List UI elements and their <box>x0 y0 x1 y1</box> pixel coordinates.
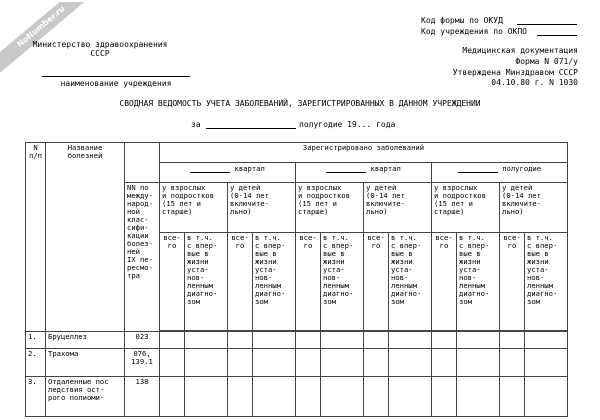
page-title: СВОДНАЯ ВЕДОМОСТЬ УЧЕТА ЗАБОЛЕВАНИЙ, ЗАРЕГИСТРИРОВАННЫХ В ДАННОМ УЧРЕЖДЕНИИ <box>119 99 481 108</box>
row-disease: Бруцеллез <box>46 332 125 349</box>
institution-name-line <box>42 76 190 77</box>
table-row <box>26 349 568 377</box>
row-number: 3. <box>26 377 46 417</box>
children-header: у детей (0-14 лет включите- льно) <box>228 183 296 233</box>
table-row <box>26 377 568 417</box>
row-code: 076, 139.1 <box>125 349 160 377</box>
row-code: 138 <box>125 377 160 417</box>
children-header: у детей (0-14 лет включите- льно) <box>500 183 568 233</box>
first-time-header: в т.ч. с впер- вые в жизни уста- нов- ленным диагно- зом <box>389 233 432 331</box>
watermark <box>0 2 88 72</box>
period-field[interactable] <box>206 128 296 129</box>
okud-field[interactable] <box>517 24 577 25</box>
total-header: все- го <box>296 233 321 331</box>
watermark-text: NoNumber.ru <box>15 3 67 50</box>
col-header-disease: Название болезней <box>46 143 125 332</box>
table-row <box>26 332 568 349</box>
registered-header: Зарегистрировано заболеваний <box>160 143 568 163</box>
quarter-2-header: квартал <box>296 163 432 183</box>
first-time-header: в т.ч. с впер- вые в жизни уста- нов- ленным диагно- зом <box>321 233 364 331</box>
total-header: все- го <box>500 233 525 331</box>
col-header-number: N п/п <box>26 143 46 332</box>
okpo-field[interactable] <box>537 35 577 36</box>
row-disease: Трахома <box>46 349 125 377</box>
approved-by: Утверждена Минздравом СССР <box>452 68 578 77</box>
disease-table <box>25 142 568 417</box>
approved-date: 04.10.80 г. N 1030 <box>491 78 578 87</box>
adults-header: у взрослых и подростков (15 лет и старше) <box>160 183 228 233</box>
half-year-field[interactable] <box>458 164 498 173</box>
row-number: 2. <box>26 349 46 377</box>
quarter-2-field[interactable] <box>326 164 366 173</box>
row-disease: Отдаленные пос ледствия ост- рого полиоми- <box>46 377 125 417</box>
ministry-line2: СССР <box>90 49 110 58</box>
adults-header: у взрослых и подростков (15 лет и старше) <box>432 183 500 233</box>
total-header: все- го <box>364 233 389 331</box>
first-time-header: в т.ч. с впер- вые в жизни уста- нов- ленным диагно- зом <box>185 233 228 331</box>
okpo-label: Код учреждения по ОКПО <box>421 27 527 36</box>
first-time-header: в т.ч. с впер- вые в жизни уста- нов- ленным диагно- зом <box>253 233 296 331</box>
row-number: 1. <box>26 332 46 349</box>
period-prefix: за <box>191 120 201 129</box>
total-header: все- го <box>228 233 253 331</box>
okud-label: Код формы по ОКУД <box>421 16 503 25</box>
form-number: Форма N 071/у <box>515 57 578 66</box>
quarter-1-header: квартал <box>160 163 296 183</box>
col-header-icd-code: NN по между- народ- ной клас- сифи- кации болез- ней IX пе- ресмо- тра <box>125 183 160 332</box>
institution-caption: наименование учреждения <box>60 79 172 88</box>
row-code: 023 <box>125 332 160 349</box>
quarter-1-field[interactable] <box>190 164 230 173</box>
first-time-header: в т.ч. с впер- вые в жизни уста- нов- ленным диагно- зом <box>525 233 568 331</box>
children-header: у детей (0-14 лет включите- льно) <box>364 183 432 233</box>
doc-type: Медицинская документация <box>462 46 578 55</box>
total-header: все- го <box>160 233 185 331</box>
first-time-header: в т.ч. с впер- вые в жизни уста- нов- ленным диагно- зом <box>457 233 500 331</box>
adults-header: у взрослых и подростков (15 лет и старше) <box>296 183 364 233</box>
period-suffix: полугодие 19... года <box>299 120 396 129</box>
total-header: все- го <box>432 233 457 331</box>
half-year-header: полугодие <box>432 163 568 183</box>
ministry-line1: Министерство здравоохранения <box>32 40 168 49</box>
